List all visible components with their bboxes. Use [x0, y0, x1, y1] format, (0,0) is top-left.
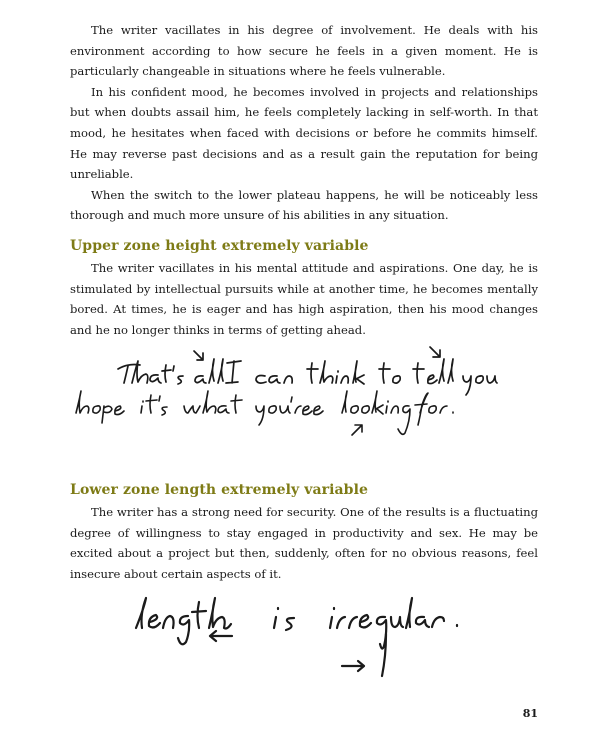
lower-zone-heading: Lower zone length extremely variable — [70, 482, 368, 498]
page-number: 81 — [522, 707, 538, 720]
handwriting-sample-lower-zone-image — [0, 590, 608, 690]
upper-zone-heading: Upper zone height extremely variable — [70, 238, 369, 254]
upper-zone-paragraph: The writer vacillates in his mental attitude and aspirations. One day, he is stimulated by intellectual pursuits while at another time, he becomes mentally bored. At times, he is eager and has high aspiration, then his mood changes and he no longer thinks in terms of getting ahead. — [70, 261, 538, 337]
lower-zone-paragraph: The writer has a strong need for security. One of the results is a fluctuating degree of willingness to stay engaged in productivity and sex. He may be excited about a project but then, suddenly, often for no obvious reasons, feel insecure about certain aspects of it. — [70, 505, 538, 581]
handwriting-sample-upper-zone-image — [0, 345, 608, 445]
intro-text — [70, 20, 538, 226]
upper-zone-text — [70, 258, 538, 340]
lower-zone-text — [70, 502, 538, 584]
intro-paragraph-1: The writer vacillates in his degree of involvement. He deals with his environment according to how secure he feels in a given moment. He is particularly changeable in situations where he feels vulnerable. — [70, 23, 538, 79]
handwriting-sample-upper-zone — [0, 345, 608, 445]
handwriting-sample-lower-zone — [0, 590, 608, 690]
intro-paragraph-2: In his confident mood, he becomes involved in projects and relationships but when doubts assail him, he feels completely lacking in self-worth. In that mood, he hesitates when faced with decisions or before he commits himself. He may reverse past decisions and as a result gain the reputation for being unreliable. — [70, 84, 538, 182]
intro-paragraph-3: When the switch to the lower plateau happens, he will be noticeably less thorough and much more unsure of his abilities in any situation. — [70, 187, 538, 223]
